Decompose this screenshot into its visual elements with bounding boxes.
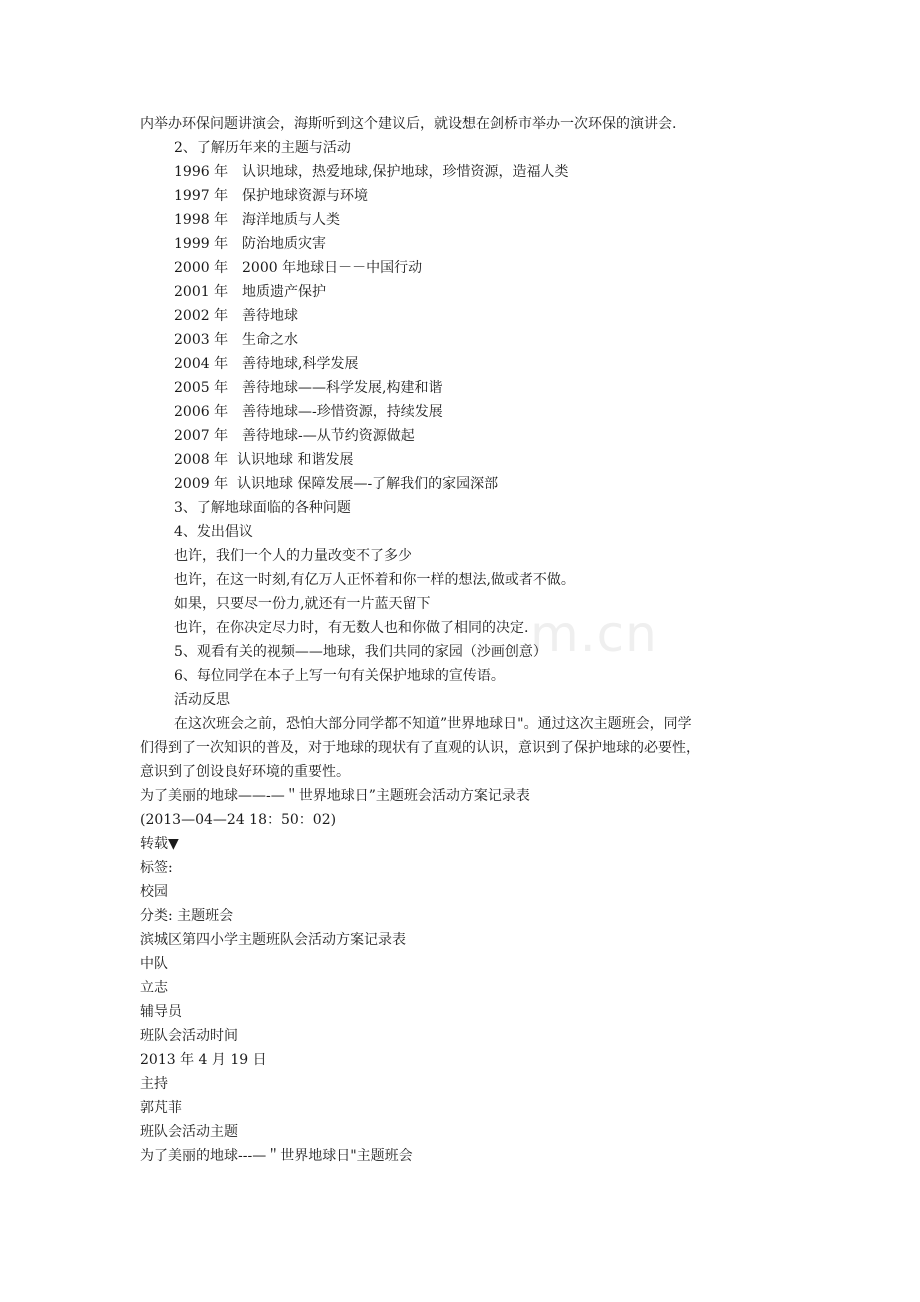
activity-topic-label: 班队会活动主题 bbox=[140, 1124, 238, 1140]
theme-year: 2001 年 bbox=[174, 284, 229, 300]
theme-row bbox=[174, 450, 353, 470]
repost-link[interactable]: 转载▼ bbox=[140, 836, 179, 852]
section-6-heading: 6、每位同学在本子上写一句有关保护地球的宣传语。 bbox=[174, 668, 505, 684]
squad-value: 立志 bbox=[140, 980, 168, 996]
theme-text: 善待地球——科学发展,构建和谐 bbox=[242, 380, 443, 396]
record-title: 为了美丽的地球——-—＂世界地球日”主题班会活动方案记录表 bbox=[140, 788, 530, 804]
category-label: 分类: 主题班会 bbox=[140, 908, 234, 924]
theme-row bbox=[174, 306, 298, 326]
theme-row bbox=[174, 258, 422, 278]
theme-year: 1997 年 bbox=[174, 188, 229, 204]
theme-row bbox=[174, 354, 358, 374]
theme-row bbox=[174, 186, 368, 206]
proposal-line: 如果，只要尽一份力,就还有一片蓝天留下 bbox=[174, 596, 431, 612]
proposal-line: 也许，在你决定尽力时，有无数人也和你做了相同的决定. bbox=[174, 620, 529, 636]
theme-year: 2003 年 bbox=[174, 332, 229, 348]
theme-text: 2000 年地球日－－中国行动 bbox=[242, 260, 423, 276]
theme-year: 1998 年 bbox=[174, 212, 229, 228]
theme-year: 1999 年 bbox=[174, 236, 229, 252]
reflection-line: 们得到了一次知识的普及，对于地球的现状有了直观的认识，意识到了保护地球的必要性， bbox=[140, 740, 700, 756]
theme-year: 1996 年 bbox=[174, 164, 229, 180]
theme-text: 认识地球 和谐发展 bbox=[237, 452, 354, 468]
theme-year: 2004 年 bbox=[174, 356, 229, 372]
proposal-line: 也许，在这一时刻,有亿万人正怀着和你一样的想法,做或者不做。 bbox=[174, 572, 575, 588]
theme-row bbox=[174, 378, 442, 398]
section-3-heading: 3、了解地球面临的各种问题 bbox=[174, 500, 351, 516]
theme-row bbox=[174, 162, 568, 182]
section-2-heading: 2、了解历年来的主题与活动 bbox=[174, 140, 351, 156]
theme-text: 防治地质灾害 bbox=[242, 236, 326, 252]
proposal-line: 也许，我们一个人的力量改变不了多少 bbox=[174, 548, 412, 564]
squad-label: 中队 bbox=[140, 956, 168, 972]
section-5-heading: 5、观看有关的视频——地球，我们共同的家园（沙画创意） bbox=[174, 644, 547, 660]
section-4-heading: 4、发出倡议 bbox=[174, 524, 253, 540]
reflection-line: 在这次班会之前，恐怕大部分同学都不知道”世界地球日"。通过这次主题班会，同学 bbox=[174, 716, 692, 732]
theme-text: 认识地球，热爱地球,保护地球，珍惜资源，造福人类 bbox=[242, 164, 569, 180]
theme-year: 2000 年 bbox=[174, 260, 229, 276]
theme-text: 善待地球,科学发展 bbox=[242, 356, 359, 372]
theme-text: 善待地球—-珍惜资源，持续发展 bbox=[242, 404, 443, 420]
theme-row bbox=[174, 330, 298, 350]
reflection-line: 意识到了创设良好环境的重要性。 bbox=[140, 764, 350, 780]
intro-paragraph-tail: 内举办环保问题讲演会，海斯听到这个建议后，就设想在剑桥市举办一次环保的演讲会. bbox=[140, 116, 677, 132]
theme-row bbox=[174, 282, 326, 302]
record-date: (2013—04—24 18：50：02) bbox=[140, 812, 337, 828]
theme-text: 海洋地质与人类 bbox=[242, 212, 340, 228]
host-label: 主持 bbox=[140, 1076, 168, 1092]
theme-row bbox=[174, 426, 415, 446]
reflection-heading: 活动反思 bbox=[174, 692, 230, 708]
host-value: 郭芃菲 bbox=[140, 1100, 182, 1116]
theme-year: 2007 年 bbox=[174, 428, 229, 444]
theme-year: 2005 年 bbox=[174, 380, 229, 396]
theme-row bbox=[174, 234, 326, 254]
watermark: m.cn bbox=[530, 605, 658, 663]
theme-row bbox=[174, 402, 443, 422]
activity-time-label: 班队会活动时间 bbox=[140, 1028, 238, 1044]
theme-row bbox=[174, 210, 340, 230]
activity-time-value: 2013 年 4 月 19 日 bbox=[140, 1052, 267, 1068]
theme-text: 善待地球 bbox=[242, 308, 298, 324]
theme-year: 2008 年 bbox=[174, 452, 229, 468]
theme-year: 2006 年 bbox=[174, 404, 229, 420]
theme-text: 生命之水 bbox=[242, 332, 298, 348]
theme-text: 地质遗产保护 bbox=[242, 284, 326, 300]
theme-text: 善待地球-—从节约资源做起 bbox=[242, 428, 415, 444]
theme-year: 2009 年 bbox=[174, 476, 229, 492]
tag-link[interactable]: 校园 bbox=[140, 884, 168, 900]
theme-text: 认识地球 保障发展—-了解我们的家园深部 bbox=[237, 476, 499, 492]
theme-row bbox=[174, 474, 498, 494]
table-title: 滨城区第四小学主题班队会活动方案记录表 bbox=[140, 932, 406, 948]
counselor-label: 辅导员 bbox=[140, 1004, 182, 1020]
tags-label: 标签: bbox=[140, 860, 173, 876]
theme-text: 保护地球资源与环境 bbox=[242, 188, 368, 204]
theme-year: 2002 年 bbox=[174, 308, 229, 324]
activity-topic-value: 为了美丽的地球---—＂世界地球日"主题班会 bbox=[140, 1148, 413, 1164]
